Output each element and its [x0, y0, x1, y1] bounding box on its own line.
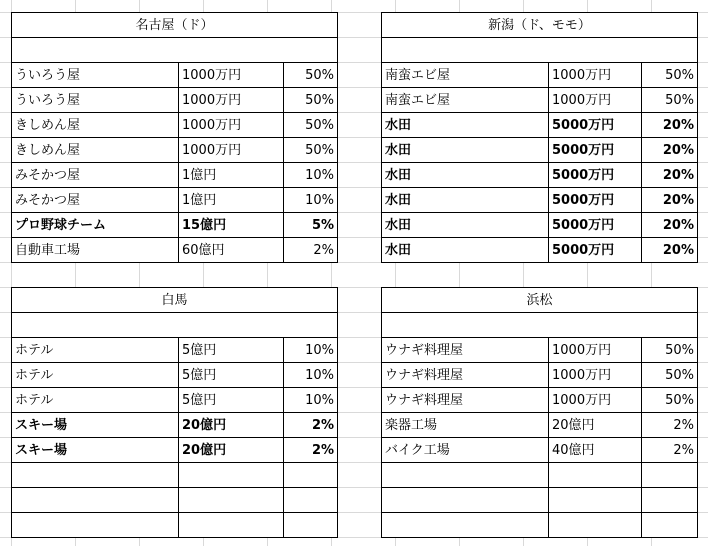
amount-cell[interactable] [179, 488, 284, 513]
table-row [12, 213, 338, 238]
amount-cell[interactable]: 1000万円 [179, 138, 284, 163]
name-cell[interactable]: 南蛮エビ屋 [382, 88, 549, 113]
rate-cell[interactable]: 20% [642, 213, 698, 238]
table-row [382, 363, 698, 388]
table-row [382, 488, 698, 513]
rate-cell[interactable]: 10% [284, 388, 338, 413]
table-row [382, 88, 698, 113]
amount-cell[interactable]: 1億円 [179, 163, 284, 188]
rate-cell[interactable]: 10% [284, 188, 338, 213]
blank-row [382, 313, 698, 338]
table-row [12, 113, 338, 138]
amount-cell[interactable]: 5億円 [179, 388, 284, 413]
table-row [12, 463, 338, 488]
rate-cell[interactable]: 20% [642, 188, 698, 213]
rate-cell[interactable]: 50% [642, 63, 698, 88]
name-cell[interactable] [12, 463, 179, 488]
rate-cell[interactable]: 2% [284, 238, 338, 263]
block-title-row [382, 13, 698, 38]
amount-cell[interactable]: 20億円 [179, 413, 284, 438]
amount-cell[interactable]: 5000万円 [549, 188, 642, 213]
name-cell[interactable] [382, 463, 549, 488]
name-cell[interactable]: 水田 [382, 188, 549, 213]
rate-cell[interactable]: 50% [642, 363, 698, 388]
amount-cell[interactable]: 60億円 [179, 238, 284, 263]
rate-cell[interactable]: 50% [642, 88, 698, 113]
table-row [382, 513, 698, 538]
name-cell[interactable]: ういろう屋 [12, 63, 179, 88]
blank-cell[interactable] [12, 313, 338, 338]
name-cell[interactable]: ウナギ料理屋 [382, 338, 549, 363]
name-cell[interactable]: 楽器工場 [382, 413, 549, 438]
name-cell[interactable]: 水田 [382, 138, 549, 163]
rate-cell[interactable]: 50% [642, 338, 698, 363]
table-row [12, 63, 338, 88]
name-cell[interactable]: 南蛮エビ屋 [382, 63, 549, 88]
amount-cell[interactable]: 1000万円 [549, 88, 642, 113]
rate-cell[interactable]: 50% [284, 138, 338, 163]
table-row [382, 113, 698, 138]
sheet-block [11, 12, 338, 263]
sheet-block [11, 287, 338, 538]
name-cell[interactable]: バイク工場 [382, 438, 549, 463]
blank-cell[interactable] [382, 38, 698, 63]
amount-cell[interactable]: 1000万円 [549, 363, 642, 388]
block-title-row [12, 288, 338, 313]
rate-cell[interactable]: 50% [284, 113, 338, 138]
rate-cell[interactable]: 50% [642, 388, 698, 413]
table-row [12, 238, 338, 263]
amount-cell[interactable]: 1000万円 [179, 88, 284, 113]
name-cell[interactable] [382, 488, 549, 513]
table-row [12, 188, 338, 213]
table-row [382, 238, 698, 263]
name-cell[interactable]: きしめん屋 [12, 138, 179, 163]
amount-cell[interactable]: 15億円 [179, 213, 284, 238]
rate-cell[interactable]: 20% [642, 113, 698, 138]
blank-row [382, 38, 698, 63]
table-row [12, 488, 338, 513]
block-title-row [382, 288, 698, 313]
block-title-row [12, 13, 338, 38]
rate-cell[interactable]: 2% [642, 413, 698, 438]
table-row [382, 413, 698, 438]
table-row [382, 338, 698, 363]
rate-cell[interactable]: 10% [284, 163, 338, 188]
amount-cell[interactable] [179, 463, 284, 488]
name-cell[interactable]: 水田 [382, 238, 549, 263]
rate-cell[interactable]: 2% [642, 438, 698, 463]
amount-cell[interactable]: 5000万円 [549, 138, 642, 163]
rate-cell[interactable]: 5% [284, 213, 338, 238]
name-cell[interactable] [12, 513, 179, 538]
name-cell[interactable]: ういろう屋 [12, 88, 179, 113]
rate-cell[interactable]: 10% [284, 363, 338, 388]
amount-cell[interactable] [549, 463, 642, 488]
amount-cell[interactable] [549, 488, 642, 513]
amount-cell[interactable]: 1億円 [179, 188, 284, 213]
sheet-block [381, 12, 698, 263]
table-row [382, 438, 698, 463]
name-cell[interactable]: ウナギ料理屋 [382, 363, 549, 388]
amount-cell[interactable]: 5億円 [179, 338, 284, 363]
rate-cell[interactable]: 10% [284, 338, 338, 363]
table-row [382, 463, 698, 488]
amount-cell[interactable]: 1000万円 [549, 388, 642, 413]
table-row [12, 338, 338, 363]
table-row [12, 138, 338, 163]
name-cell[interactable]: ウナギ料理屋 [382, 388, 549, 413]
name-cell[interactable]: スキー場 [12, 413, 179, 438]
blank-cell[interactable] [382, 313, 698, 338]
name-cell[interactable]: 水田 [382, 113, 549, 138]
amount-cell[interactable] [549, 513, 642, 538]
rate-cell[interactable]: 2% [284, 438, 338, 463]
rate-cell[interactable]: 20% [642, 163, 698, 188]
table-row [12, 438, 338, 463]
amount-cell[interactable]: 20億円 [549, 413, 642, 438]
block-title-cell[interactable]: 新潟（ド、モモ） [382, 13, 698, 38]
rate-cell[interactable]: 2% [284, 413, 338, 438]
blank-cell[interactable] [12, 38, 338, 63]
name-cell[interactable]: 自動車工場 [12, 238, 179, 263]
amount-cell[interactable]: 20億円 [179, 438, 284, 463]
name-cell[interactable]: 水田 [382, 213, 549, 238]
name-cell[interactable]: 水田 [382, 163, 549, 188]
block-title-cell[interactable]: 浜松 [382, 288, 698, 313]
rate-cell[interactable]: 50% [284, 63, 338, 88]
amount-cell[interactable] [179, 513, 284, 538]
block-title-cell[interactable]: 名古屋（ド） [12, 13, 338, 38]
amount-cell[interactable]: 5000万円 [549, 113, 642, 138]
table-row [382, 388, 698, 413]
name-cell[interactable]: ホテル [12, 388, 179, 413]
rate-cell[interactable] [642, 513, 698, 538]
name-cell[interactable] [12, 488, 179, 513]
amount-cell[interactable]: 5億円 [179, 363, 284, 388]
name-cell[interactable] [382, 513, 549, 538]
block-title-cell[interactable]: 白馬 [12, 288, 338, 313]
sheet-block [381, 287, 698, 538]
name-cell[interactable]: きしめん屋 [12, 113, 179, 138]
table-row [12, 363, 338, 388]
table-row [382, 213, 698, 238]
table-row [12, 388, 338, 413]
name-cell[interactable]: プロ野球チーム [12, 213, 179, 238]
rate-cell[interactable] [284, 488, 338, 513]
blank-row [12, 313, 338, 338]
name-cell[interactable]: ホテル [12, 338, 179, 363]
table-row [12, 88, 338, 113]
table-row [382, 138, 698, 163]
amount-cell[interactable]: 5000万円 [549, 238, 642, 263]
rate-cell[interactable] [284, 513, 338, 538]
table-row [12, 413, 338, 438]
table-row [382, 163, 698, 188]
amount-cell[interactable]: 1000万円 [179, 63, 284, 88]
amount-cell[interactable]: 5000万円 [549, 213, 642, 238]
amount-cell[interactable]: 1000万円 [179, 113, 284, 138]
rate-cell[interactable]: 20% [642, 238, 698, 263]
rate-cell[interactable] [642, 488, 698, 513]
name-cell[interactable]: みそかつ屋 [12, 163, 179, 188]
blank-row [12, 38, 338, 63]
name-cell[interactable]: みそかつ屋 [12, 188, 179, 213]
table-row [12, 513, 338, 538]
table-row [382, 63, 698, 88]
rate-cell[interactable]: 50% [284, 88, 338, 113]
rate-cell[interactable] [284, 463, 338, 488]
amount-cell[interactable]: 5000万円 [549, 163, 642, 188]
amount-cell[interactable]: 40億円 [549, 438, 642, 463]
table-row [12, 163, 338, 188]
name-cell[interactable]: ホテル [12, 363, 179, 388]
rate-cell[interactable] [642, 463, 698, 488]
table-row [382, 188, 698, 213]
amount-cell[interactable]: 1000万円 [549, 63, 642, 88]
amount-cell[interactable]: 1000万円 [549, 338, 642, 363]
name-cell[interactable]: スキー場 [12, 438, 179, 463]
rate-cell[interactable]: 20% [642, 138, 698, 163]
